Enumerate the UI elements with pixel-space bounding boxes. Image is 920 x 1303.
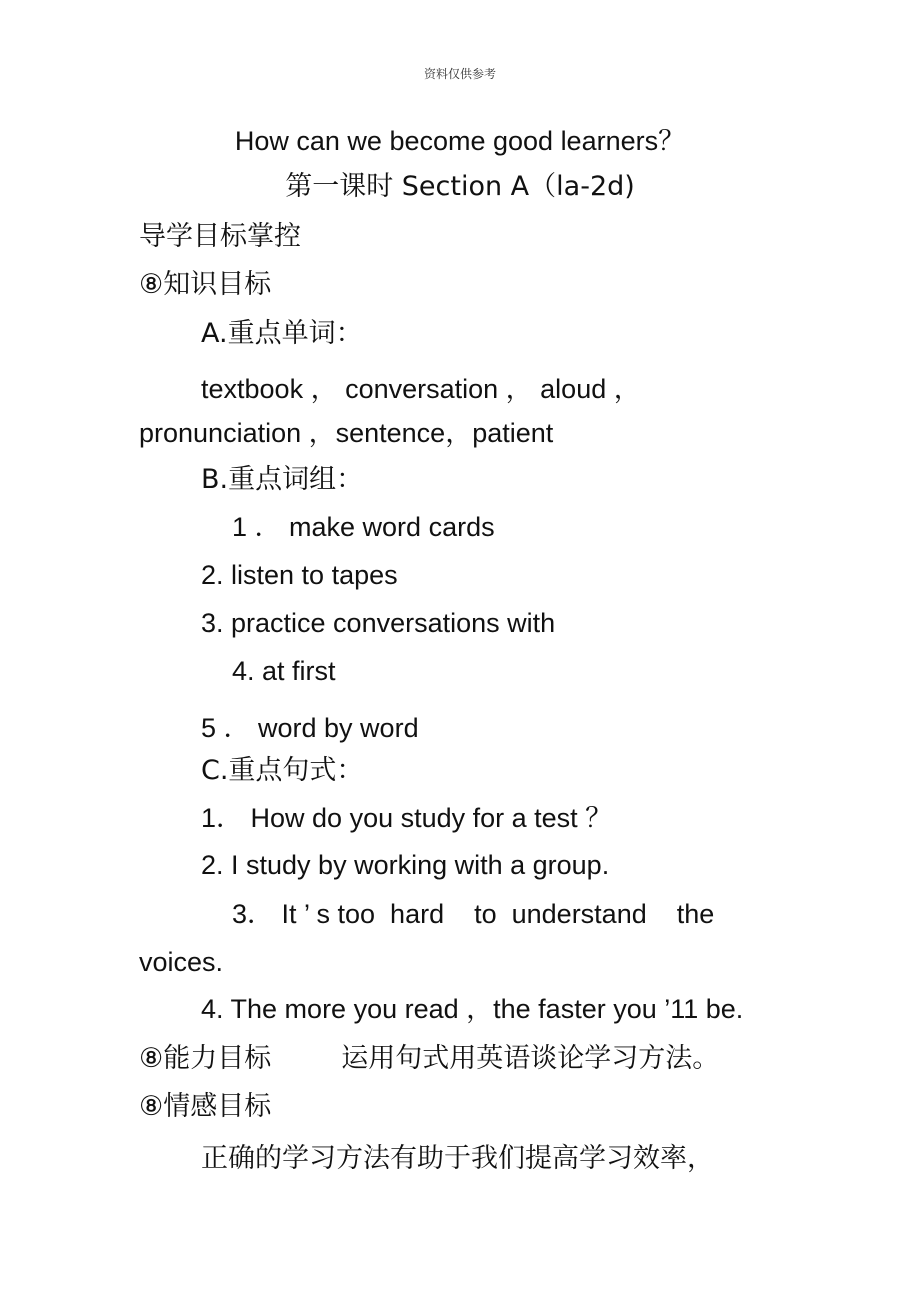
- key-sentences-label: C.重点句式：: [201, 755, 364, 786]
- key-words-line-1: textbook ， conversation ， aloud ，: [201, 374, 641, 404]
- phrase-item: 2. listen to tapes: [201, 560, 398, 590]
- sentence-item: 2. I study by working with a group.: [201, 850, 610, 880]
- sentence-item: 1． How do you study for a test ？: [201, 803, 613, 833]
- emotion-target-heading: ⑧情感目标: [139, 1091, 272, 1122]
- phrase-item: 3. practice conversations with: [201, 608, 556, 638]
- phrase-item: 1 ． make word cards: [232, 512, 495, 542]
- sentence-item: 4. The more you read ，the faster you ’11 be.: [201, 994, 744, 1024]
- phrase-item: 5 ． word by word: [201, 713, 419, 743]
- lesson-subtitle: 第一课时 Section A（la-2d): [285, 171, 635, 202]
- page-header-note: 资料仅供参考: [423, 67, 496, 81]
- ability-target: [139, 1043, 719, 1075]
- emotion-target-text: 正确的学习方法有助于我们提高学习效率，: [201, 1143, 714, 1174]
- lesson-title: How can we become good learners？: [234, 126, 686, 156]
- key-words-line-2: pronunciation ，sentence，patient: [139, 418, 554, 448]
- sentence-item-continuation: voices.: [139, 947, 224, 977]
- knowledge-target-heading: ⑧知识目标: [139, 269, 272, 300]
- ability-target-text: 运用句式用英语谈论学习方法。: [341, 1043, 720, 1074]
- sentence-item: 3． It ’ s too hard to understand the: [232, 899, 715, 929]
- section-heading: 导学目标掌控: [139, 221, 301, 252]
- key-phrases-label: B.重点词组：: [201, 464, 364, 495]
- phrase-item: 4. at first: [232, 656, 336, 686]
- ability-target-heading: ⑧能力目标: [139, 1043, 272, 1074]
- key-words-label: A.重点单词：: [201, 318, 363, 349]
